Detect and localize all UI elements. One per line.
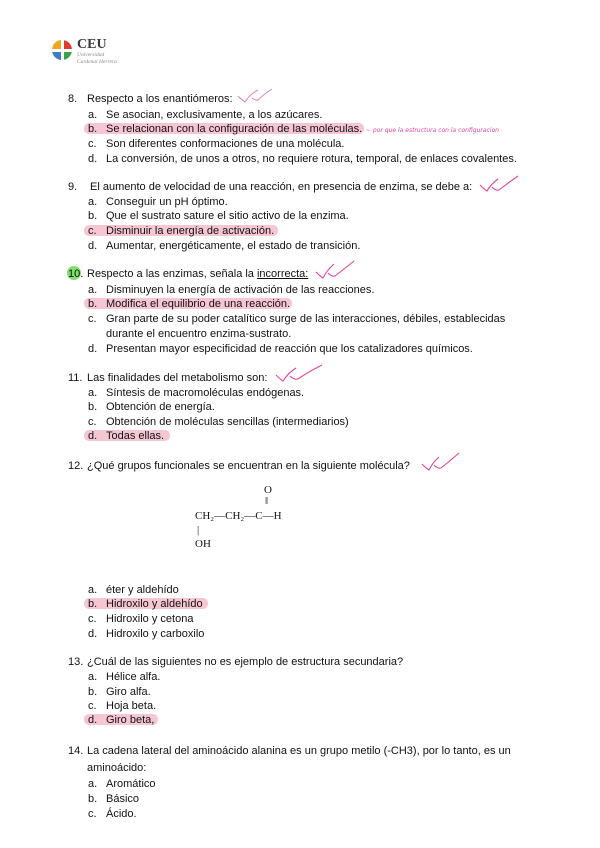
option-text: Todas ellas. xyxy=(106,430,165,442)
question-10-text-a: Respecto a las enzimas, señala la xyxy=(87,268,257,280)
option-letter: a. xyxy=(88,778,98,790)
option-letter: c. xyxy=(88,313,97,325)
option-letter: a. xyxy=(88,671,98,683)
option-letter: c. xyxy=(88,808,97,820)
option-text: Se relacionan con la configuración de las moléculas. xyxy=(106,123,363,135)
check-mark-icon xyxy=(420,452,462,472)
check-mark-icon xyxy=(274,363,326,383)
logo-subtitle-2: Cardenal Herrera xyxy=(77,58,117,65)
option-letter: b. xyxy=(88,598,98,610)
option-text: Hélice alfa. xyxy=(106,671,161,683)
option-text: Síntesis de macromoléculas endógenas. xyxy=(106,387,305,399)
logo-name: CEU xyxy=(77,37,107,52)
option-text: Hidroxilo y aldehído xyxy=(106,598,203,610)
option-letter: c. xyxy=(88,700,97,712)
question-10-text xyxy=(87,268,308,281)
handwritten-note: ~ por que la estructura con la configuracion xyxy=(366,127,499,134)
option-letter: d. xyxy=(88,714,98,726)
question-11-number: 11. xyxy=(68,372,83,384)
molecule-double-bond: ‖ xyxy=(265,495,269,507)
option-letter: a. xyxy=(88,584,98,596)
option-text: Giro beta, xyxy=(106,714,155,726)
option-text: Giro alfa. xyxy=(106,686,151,698)
option-letter: b. xyxy=(88,401,98,413)
option-text: éter y aldehído xyxy=(106,584,179,596)
option-letter: a. xyxy=(88,196,98,208)
question-13-text: ¿Cuál de las siguientes no es ejemplo de estructura secundaria? xyxy=(87,656,404,668)
option-text: Obtención de energía. xyxy=(106,401,215,413)
question-14-text: La cadena lateral del aminoácido alanina es un grupo metilo (-CH3), por lo tanto, es un xyxy=(87,745,511,757)
option-letter: d. xyxy=(88,153,98,165)
option-text: Obtención de moléculas sencillas (intermediarios) xyxy=(106,416,349,428)
option-text: Gran parte de su poder catalítico surge de las interacciones, débiles, establecidas xyxy=(106,313,506,325)
option-letter: c. xyxy=(88,225,97,237)
question-12-text: ¿Qué grupos funcionales se encuentran en la siguiente molécula? xyxy=(87,460,410,472)
question-11-text: Las finalidades del metabolismo son: xyxy=(87,372,268,384)
option-letter: a. xyxy=(88,109,98,121)
option-text: Aumentar, energéticamente, el estado de transición. xyxy=(106,240,361,252)
logo-subtitle-1: Universidad xyxy=(77,52,105,58)
option-letter: a. xyxy=(88,284,98,296)
option-text: Modifica el equilibrio de una reacción. xyxy=(106,298,291,310)
question-14-number: 14. xyxy=(68,745,84,757)
option-letter: d. xyxy=(88,343,98,355)
option-letter: b. xyxy=(88,686,98,698)
option-letter: b. xyxy=(88,123,98,135)
option-letter: c. xyxy=(88,416,97,428)
question-9-number: 9. xyxy=(68,181,78,193)
molecule-oxygen: O xyxy=(264,484,272,496)
check-mark-icon xyxy=(478,175,522,193)
question-12-number: 12. xyxy=(68,460,84,472)
option-text: Aromático xyxy=(106,778,156,790)
question-8-number: 8. xyxy=(68,93,78,105)
option-text: Ácido. xyxy=(106,808,137,820)
option-text: durante el encuentro enzima-sustrato. xyxy=(106,328,292,340)
check-mark-icon xyxy=(314,260,358,280)
question-14-text-2: aminoácido: xyxy=(87,762,147,774)
option-letter: a. xyxy=(88,387,98,399)
question-10-number: 10. xyxy=(68,268,84,280)
option-text: Hoja beta. xyxy=(106,700,157,712)
option-text: Conseguir un pH óptimo. xyxy=(106,196,228,208)
question-13-number: 13. xyxy=(68,656,84,668)
option-text: Disminuyen la energía de activación de las reacciones. xyxy=(106,284,375,296)
option-text: Son diferentes conformaciones de una molécula. xyxy=(106,138,345,150)
option-letter: d. xyxy=(88,240,98,252)
molecule-chain: CH₂—CH₂—C—H xyxy=(195,510,282,522)
option-text: Hidroxilo y carboxilo xyxy=(106,628,205,640)
option-text: Presentan mayor especificidad de reacción que los catalizadores químicos. xyxy=(106,343,473,355)
option-letter: d. xyxy=(88,430,98,442)
question-10-text-underlined: incorrecta: xyxy=(256,268,309,280)
question-8-text: Respecto a los enantiómeros: xyxy=(87,93,233,105)
option-text: Que el sustrato sature el sitio activo de la enzima. xyxy=(106,210,349,222)
molecule-hydroxyl: OH xyxy=(195,538,211,550)
option-letter: b. xyxy=(88,210,98,222)
option-text: Básico xyxy=(106,793,140,805)
question-9-text: El aumento de velocidad de una reacción, en presencia de enzima, se debe a: xyxy=(90,181,473,193)
option-letter: c. xyxy=(88,613,97,625)
university-logo xyxy=(52,38,117,65)
option-letter: c. xyxy=(88,138,97,150)
option-text: Se asocian, exclusivamente, a los azúcares. xyxy=(106,109,323,121)
option-text: La conversión, de unos a otros, no requiere rotura, temporal, de enlaces covalentes. xyxy=(106,153,517,165)
option-letter: b. xyxy=(88,793,98,805)
molecule-single-bond: | xyxy=(197,524,200,536)
check-mark-icon xyxy=(236,88,276,104)
option-letter: b. xyxy=(88,298,98,310)
option-text: Hidroxilo y cetona xyxy=(106,613,194,625)
option-text: Disminuir la energía de activación. xyxy=(106,225,275,237)
option-letter: d. xyxy=(88,628,98,640)
logo-cross-icon xyxy=(52,40,72,60)
